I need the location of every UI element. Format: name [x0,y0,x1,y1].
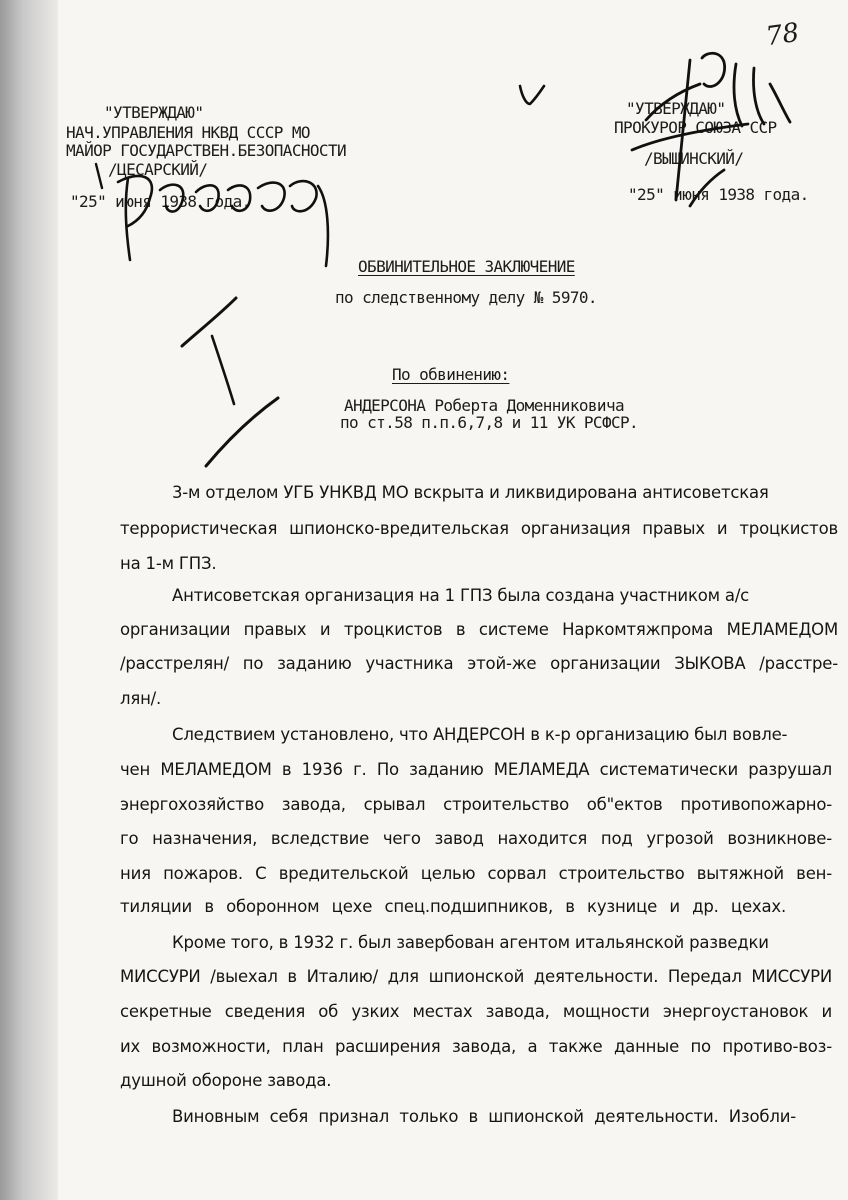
p1-line: на 1-м ГПЗ. [120,554,217,573]
charge-heading: По обвинению: [392,365,510,384]
margin-mark [212,336,234,404]
approval-right-line1: ПРОКУРОР СОЮЗА ССР [614,118,777,137]
p4-line: душной обороне завода. [120,1071,332,1090]
right-signature-mark [632,53,790,206]
articles-line: по ст.58 п.п.6,7,8 и 11 УК РСФСР. [340,413,639,432]
approval-left-line2: МАЙОР ГОСУДАРСТВЕН.БЕЗОПАСНОСТИ [66,141,347,160]
p4-line: МИССУРИ /выехал в Италию/ для шпионской деятельности. Передал МИССУРИ [120,967,832,986]
case-number-line: по следственному делу № 5970. [335,288,597,307]
p3-line: чен МЕЛАМЕДОМ в 1936 г. По заданию МЕЛАМЕДА систематически разрушал [120,760,832,779]
approval-right-date: "25" июня 1938 года. [628,185,809,204]
left-mark [96,164,102,188]
approval-left-name: /ЦЕСАРСКИЙ/ [108,160,208,179]
approval-right-name: /ВЫШИНСКИЙ/ [644,149,744,168]
p3-line: го назначения, вследствие чего завод находится под угрозой возникнове- [120,829,832,848]
p1-line: 3-м отделом УГБ УНКВД МО вскрыта и ликвидирована антисоветская [172,483,769,502]
p1-line: террористическая шпионско-вредительская организация правых и троцкистов [120,519,838,538]
accused-name: АНДЕРСОНА Роберта Доменниковича [344,396,625,415]
p3-line: энергохозяйство завода, срывал строительство об"ектов противопожарно- [120,795,832,814]
p2-line: лян/. [120,689,162,708]
approval-left-line1: НАЧ.УПРАВЛЕНИЯ НКВД СССР МО [66,123,310,142]
margin-mark [206,398,278,466]
p2-line: организации правых и троцкистов в системе Наркомтяжпрома МЕЛАМЕДОМ [120,620,838,639]
p2-line: /расстрелян/ по заданию участника этой-же организации ЗЫКОВА /расстре- [120,654,838,673]
p3-line: ния пожаров. С вредительской целью сорвал строительство вытяжной вен- [120,864,832,883]
p4-line: Кроме того, в 1932 г. был завербован агентом итальянской разведки [172,933,769,952]
check-mark [520,86,544,104]
p2-line: Антисоветская организация на 1 ГПЗ была создана участником а/с [172,586,750,605]
p3-line: тиляции в оборонном цехе спец.подшипников, в кузнице и др. цехах. [120,897,786,916]
p5-line: Виновным себя признал только в шпионской деятельности. Изобли- [172,1107,796,1126]
approval-right-title: "УТВЕРЖДАЮ" [626,99,726,118]
p4-line: их возможности, план расширения завода, а также данные по противо-воз- [120,1037,832,1056]
handwritten-page-number: 78 [764,17,802,53]
margin-mark [182,298,236,346]
p3-line: Следствием установлено, что АНДЕРСОН в к-р организацию был вовле- [172,725,788,744]
p4-line: секретные сведения об узких местах завода, мощности энергоустановок и [120,1002,832,1021]
left-signature-mark [118,176,328,266]
approval-left-date: "25" июня 1938 года. [70,192,251,211]
document-title: ОБВИНИТЕЛЬНОЕ ЗАКЛЮЧЕНИЕ [358,257,575,276]
approval-left-title: "УТВЕРЖДАЮ" [104,103,204,122]
